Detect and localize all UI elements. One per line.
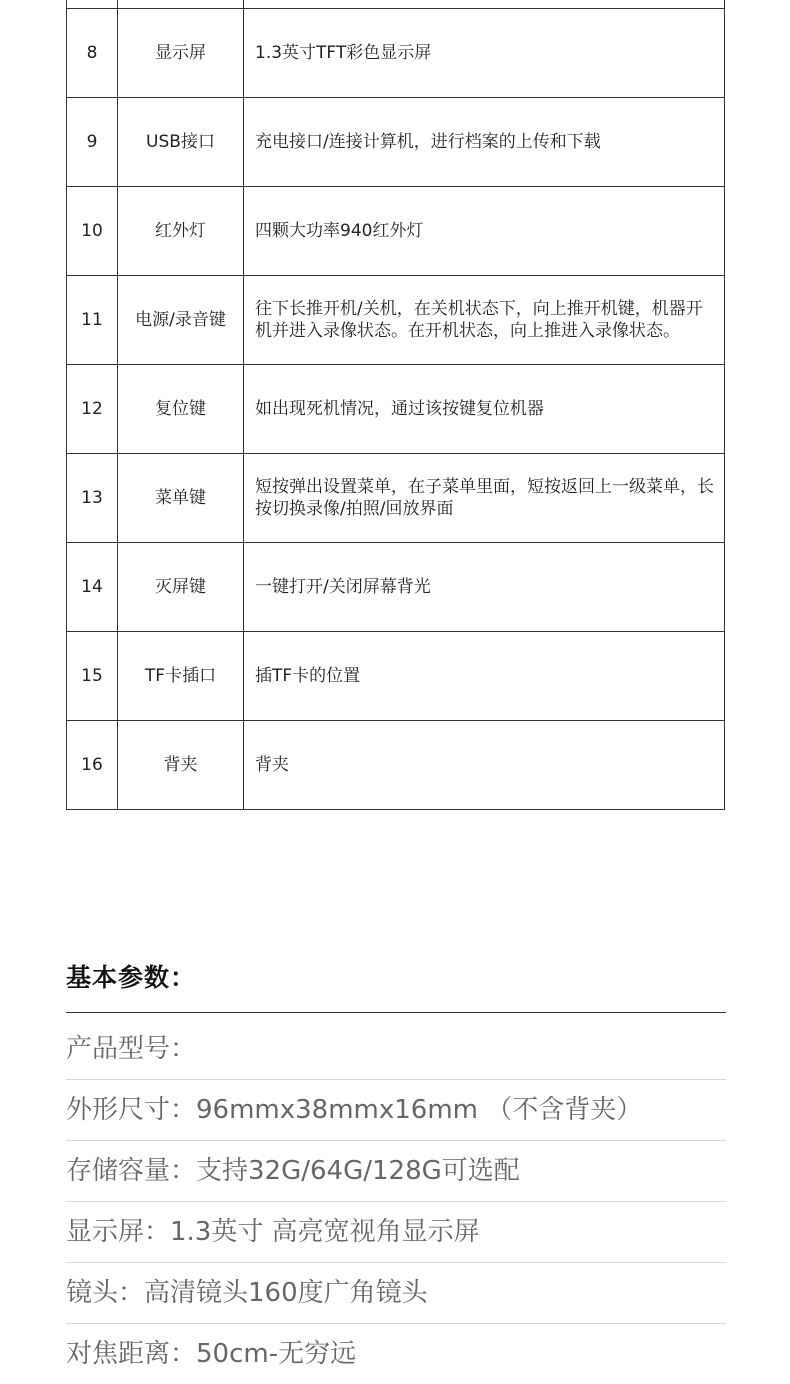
param-dimensions: 外形尺寸：96mmx38mmx16mm （不含背夹） (66, 1080, 726, 1141)
part-name: 复位键 (118, 365, 244, 454)
part-description: 一键打开/关闭屏幕背光 (244, 543, 725, 632)
row-number: 16 (67, 721, 118, 810)
section-title: 基本参数： (66, 963, 197, 992)
part-description: 往下长推开机/关机，在关机状态下，向上推开机键，机器开机并进入录像状态。在开机状态，向上推进入录像状态。 (244, 276, 725, 365)
row-number: 8 (67, 9, 118, 98)
row-number: 10 (67, 187, 118, 276)
row-number: 15 (67, 632, 118, 721)
part-description (244, 0, 725, 9)
table-row (67, 721, 725, 810)
part-name: TF卡插口 (118, 632, 244, 721)
params-list (66, 1019, 726, 1384)
part-name: 灭屏键 (118, 543, 244, 632)
param-focus-distance: 对焦距离：50cm-无穷远 (66, 1339, 357, 1369)
part-name: 背夹 (118, 721, 244, 810)
param-storage: 存储容量：支持32G/64G/128G可选配 (66, 1141, 726, 1202)
row-number: 9 (67, 98, 118, 187)
part-description: 插TF卡的位置 (244, 632, 725, 721)
part-description: 短按弹出设置菜单，在子菜单里面，短按返回上一级菜单，长按切换录像/拍照/回放界面 (244, 454, 725, 543)
title-divider (66, 1012, 726, 1013)
table-row (67, 9, 725, 98)
table-row (67, 543, 725, 632)
part-name (118, 0, 244, 9)
part-description: 充电接口/连接计算机，进行档案的上传和下载 (244, 98, 725, 187)
table-row (67, 276, 725, 365)
table-row (67, 365, 725, 454)
part-name: 显示屏 (118, 9, 244, 98)
part-name: 菜单键 (118, 454, 244, 543)
part-name: USB接口 (118, 98, 244, 187)
row-number: 14 (67, 543, 118, 632)
row-number: 11 (67, 276, 118, 365)
table-row (67, 187, 725, 276)
param-lens: 镜头：高清镜头160度广角镜头 (66, 1263, 726, 1324)
part-description: 背夹 (244, 721, 725, 810)
parts-table (66, 0, 725, 810)
part-description: 1.3英寸TFT彩色显示屏 (244, 9, 725, 98)
row-number: 12 (67, 365, 118, 454)
param-model: 产品型号： (66, 1019, 726, 1080)
table-row (67, 98, 725, 187)
table-row (67, 632, 725, 721)
part-name: 红外灯 (118, 187, 244, 276)
param-display: 显示屏：1.3英寸 高亮宽视角显示屏 (66, 1202, 726, 1263)
part-description: 如出现死机情况，通过该按键复位机器 (244, 365, 725, 454)
row-number (67, 0, 118, 9)
table-row (67, 0, 725, 9)
part-description: 四颗大功率940红外灯 (244, 187, 725, 276)
row-number: 13 (67, 454, 118, 543)
table-row (67, 454, 725, 543)
part-name: 电源/录音键 (118, 276, 244, 365)
